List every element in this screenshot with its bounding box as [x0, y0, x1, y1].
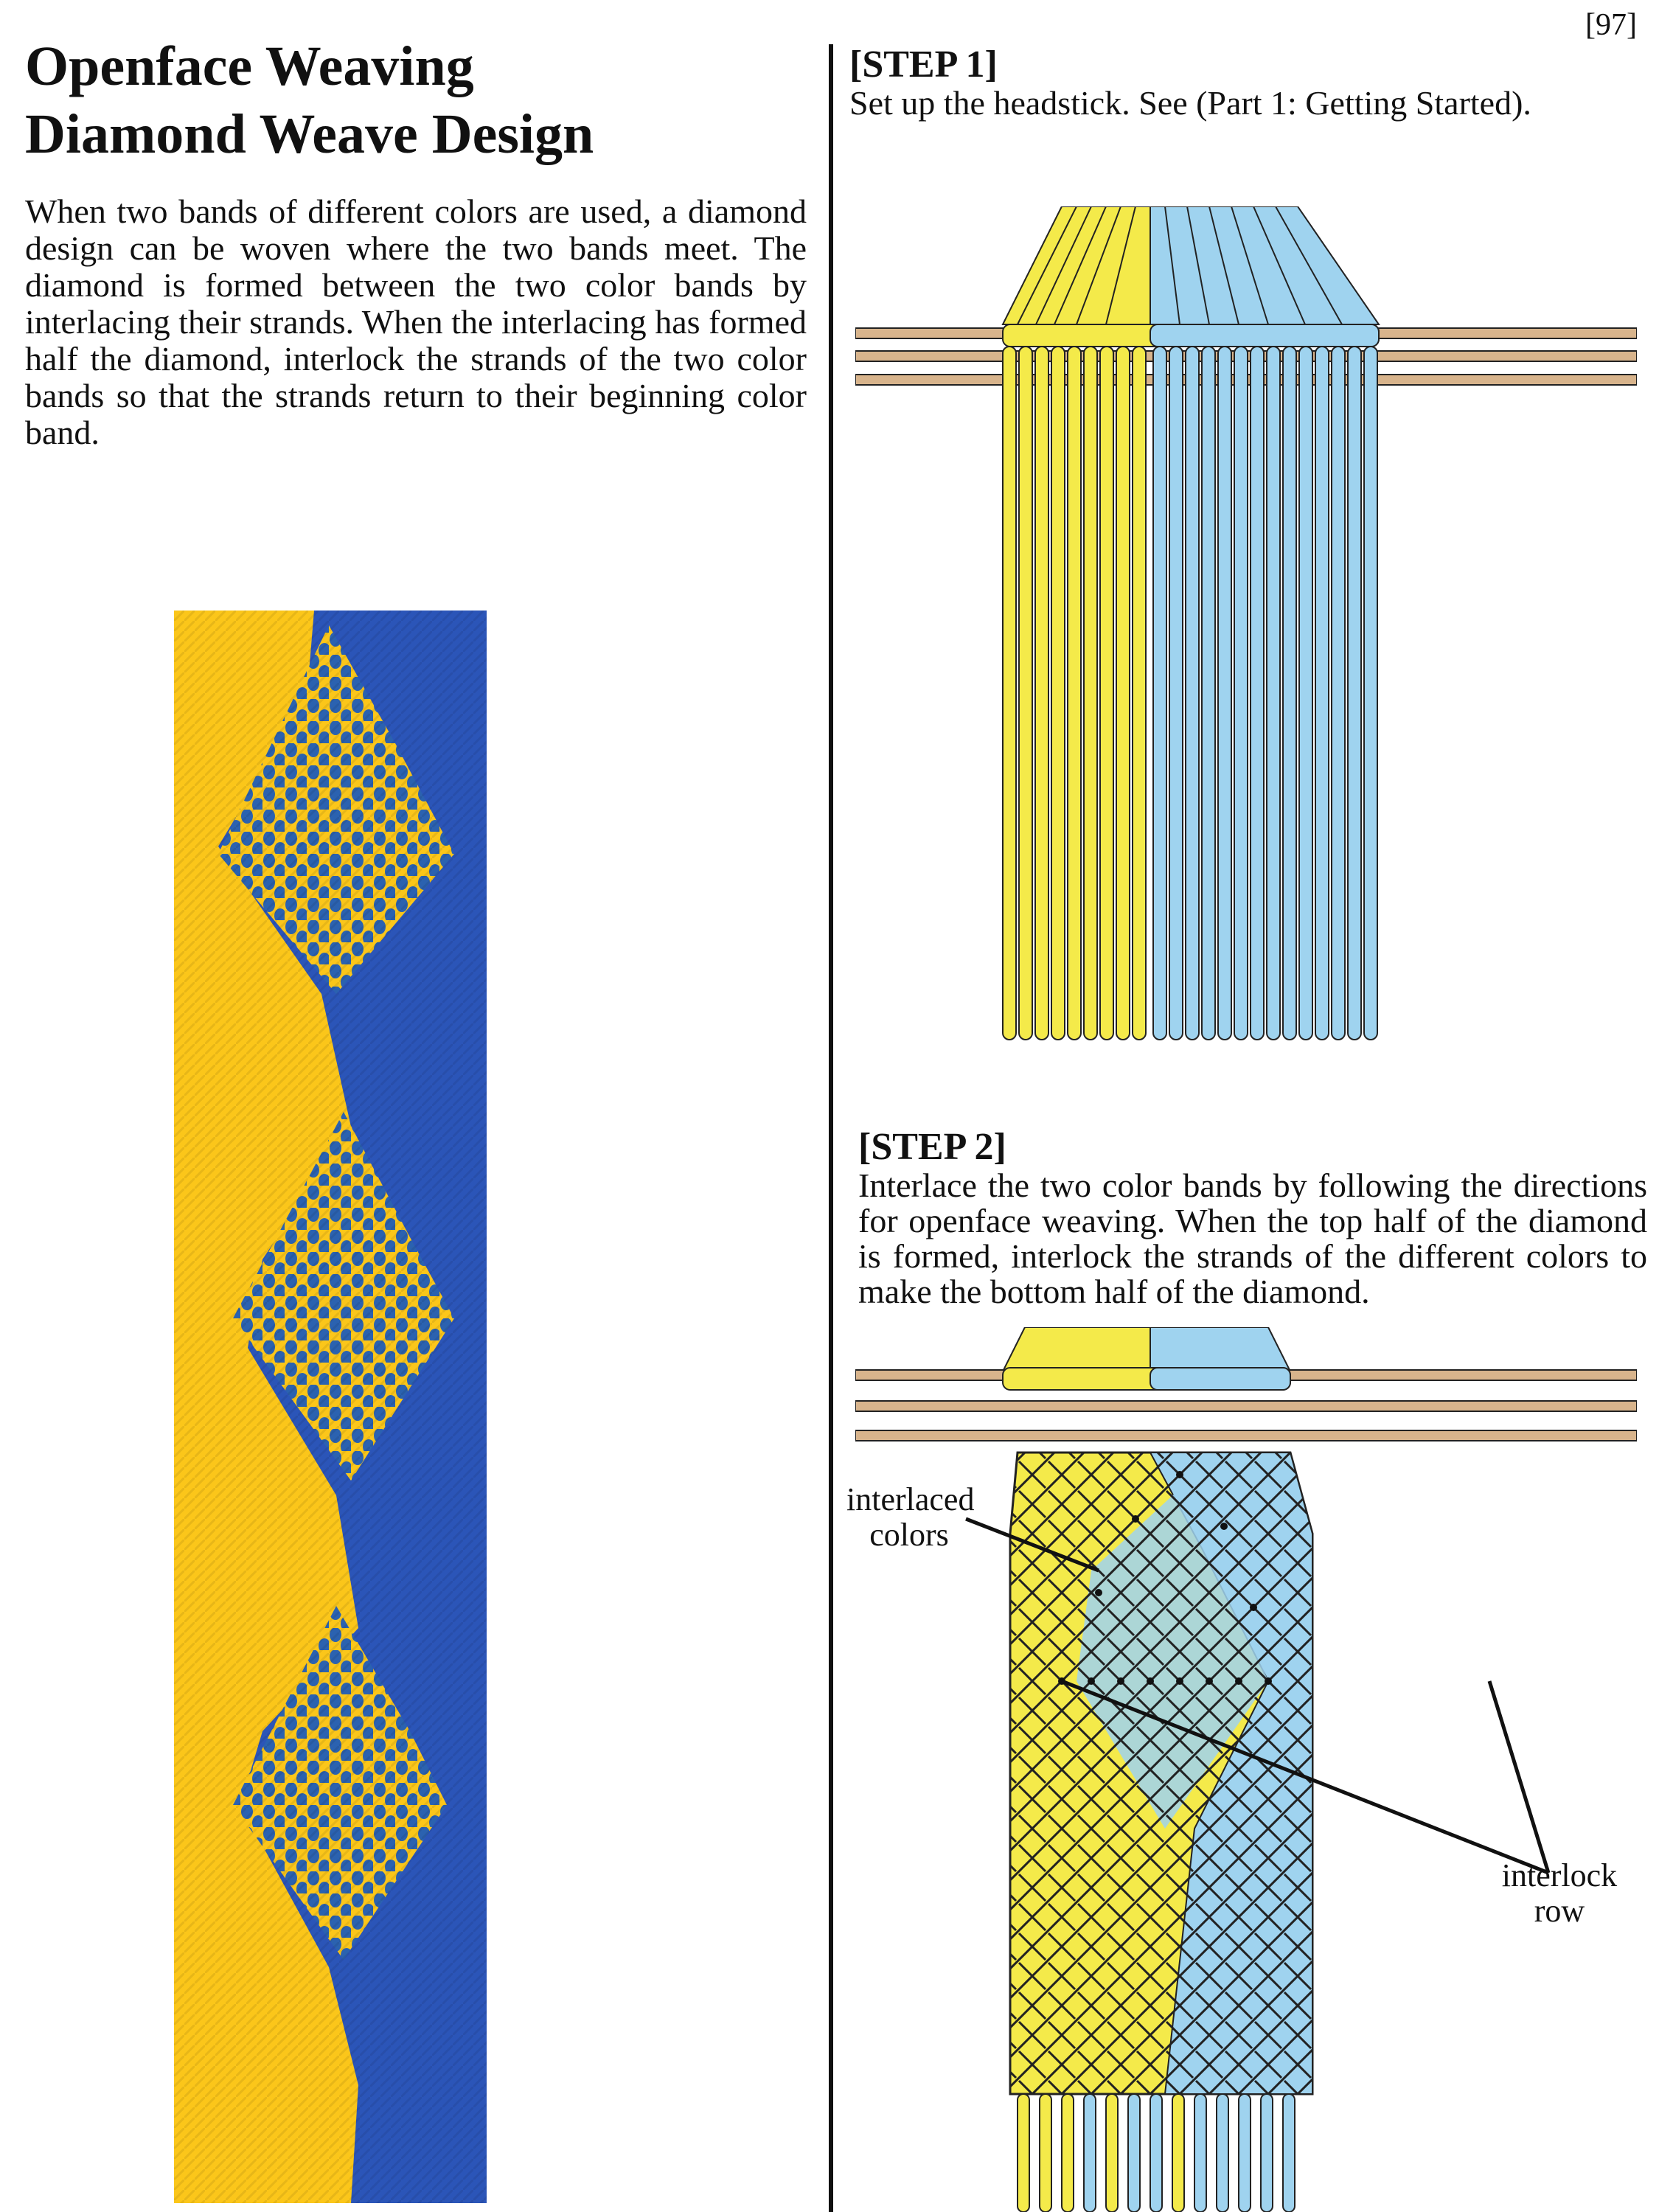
step-1-headstick-diagram: [855, 206, 1637, 1062]
step-1-heading: [STEP 1]: [849, 44, 998, 86]
title-line-1: Openface Weaving: [25, 35, 474, 97]
step-1-text: Set up the headstick. See (Part 1: Getting Started).: [849, 84, 1531, 122]
page-title: [25, 32, 594, 168]
step-2-heading: [STEP 2]: [858, 1126, 1006, 1168]
woven-band: [1010, 1453, 1312, 2094]
callout-interlaced-colors: [846, 1481, 975, 1553]
hanging-strands: [1003, 347, 1377, 1040]
title-line-2: Diamond Weave Design: [25, 103, 594, 165]
step-2-weave-diagram: [855, 1327, 1637, 2212]
callout-interlaced-line-1: interlaced: [846, 1481, 975, 1517]
callout-interlaced-line-2: colors: [869, 1517, 949, 1553]
woven-band-photo: [174, 611, 510, 2203]
callout-interlock-line-1: interlock: [1501, 1857, 1618, 1893]
step-2-text: Interlace the two color bands by following the directions for openface weaving. When the top half of the diamond is formed, interlock the strands of the different colors to make the bottom half of the diamond.: [858, 1166, 1647, 1310]
callout-interlock-row: [1482, 1858, 1637, 1929]
fringe: [1018, 2094, 1295, 2212]
column-divider: [829, 44, 833, 2212]
weave-headstick: [855, 1327, 1637, 1441]
callout-interlock-line-2: row: [1534, 1893, 1585, 1929]
page-number: [97]: [1585, 8, 1637, 42]
strand-fan: [1003, 206, 1379, 324]
intro-paragraph: When two bands of different colors are used, a diamond design can be woven where the two bands meet. The diamond is formed between the two color bands by interlacing their strands. When the interlacing has formed half the diamond, interlock the strands of the two color bands so that the strands return to their beginning color band.: [25, 192, 807, 451]
